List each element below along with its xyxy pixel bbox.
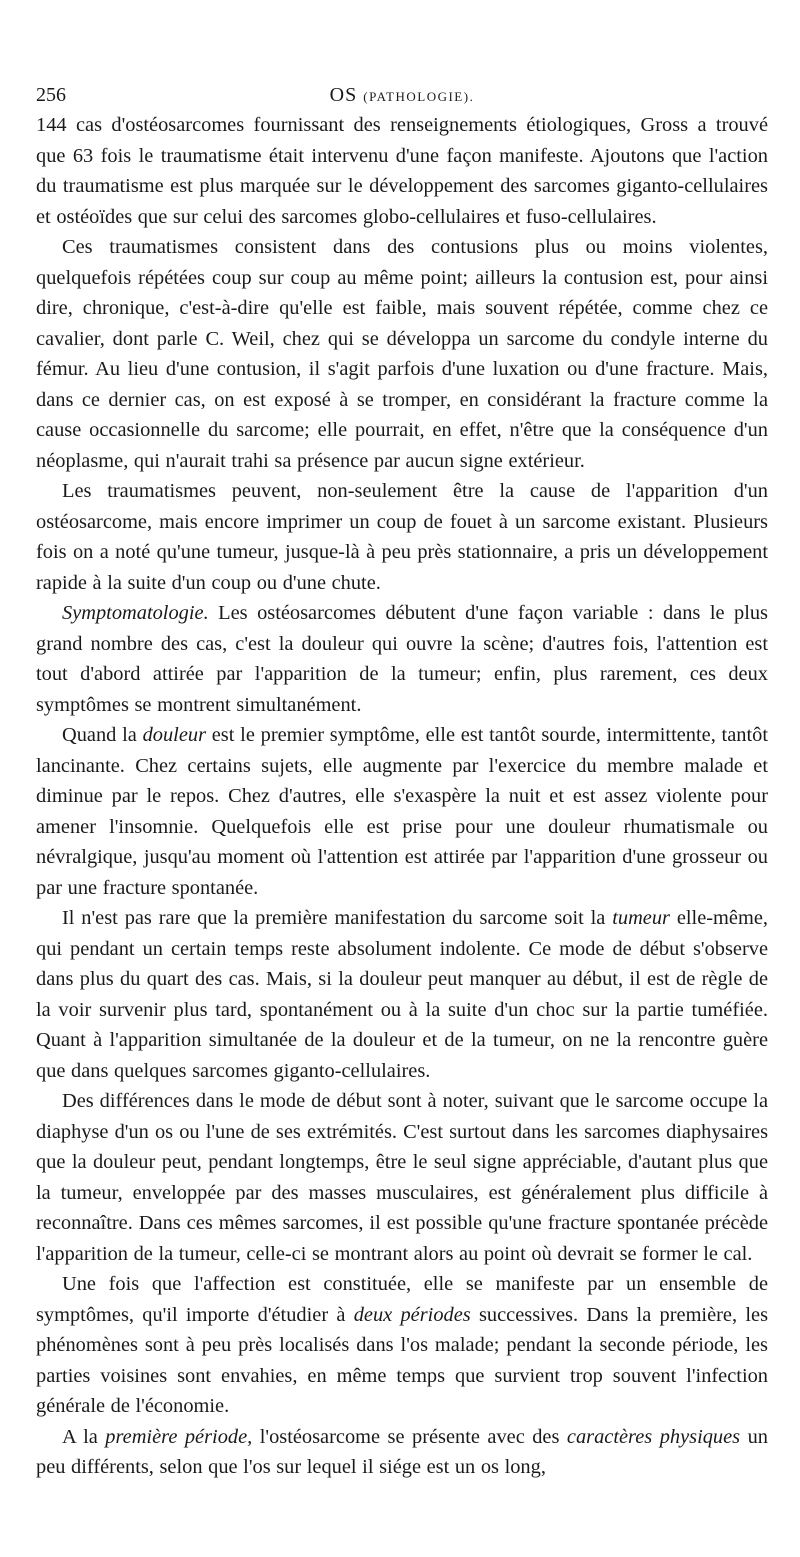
paragraph-text: l'ostéosarcome se présente avec des <box>252 1425 567 1448</box>
paragraph-text: Les traumatismes peuvent, non-seulement être la cause de l'apparition d'un ostéosarcome, mais encore imprimer un coup de fouet à un sarcome existant. Plusieurs fois on a noté qu'une tumeur, jusque-là à peu près stationnaire, a pris un développement rapide à la suite d'un coup ou d'une chute. <box>36 480 768 594</box>
paragraph-text: un peu différents, selon que l'os sur lequel il siége est un os long, <box>36 1425 768 1478</box>
paragraph <box>36 1086 768 1269</box>
running-title <box>36 80 768 112</box>
paragraph-text: successives. Dans la première, les phénomènes sont à peu près localisés dans l'os malade; pendant la seconde période, les parties voisines sont envahies, en même temps que survient trop souvent l'infection générale de l'économie. <box>36 1303 769 1417</box>
italic-text: deux périodes <box>353 1303 471 1326</box>
paragraph-text: Des différences dans le mode de début sont à noter, suivant que le sarcome occupe la diaphyse d'un os ou l'une de ses extrémités. C'est surtout dans les sarcomes diaphysaires que la douleur peut, pendant longtemps, être le seul signe appréciable, d'autant plus que la tumeur, enveloppée par des masses musculaires, est généralement plus difficile à reconnaître. Dans ces mêmes sarcomes, il est possible qu'une fracture spontanée précède l'apparition de la tumeur, celle-ci se montrant alors au point où devrait se former le cal. <box>36 1090 768 1265</box>
paragraph-text: Quand la <box>62 724 143 746</box>
paragraph-text: Les ostéosarcomes débutent d'une façon variable : dans le plus grand nombre des cas, c'est la douleur qui ouvre la scène; d'autres fois, l'attention est tout d'abord attirée par l'apparition de la tumeur; enfin, plus rarement, ces deux symptômes se montrent simultanément. <box>36 602 768 716</box>
paragraph-text: 144 cas d'ostéosarcomes fournissant des renseignements étiologiques, Gross a trouvé que 63 fois le traumatisme était intervenu d'une façon manifeste. Ajoutons que l'action du traumatisme est plus marquée sur le développement des sarcomes giganto-cellulaires et ostéoïdes que sur celui des sarcomes globo-cellulaires et fuso-cellulaires. <box>36 114 768 228</box>
paragraph-text: A la <box>62 1425 106 1448</box>
italic-text: Symptomatologie. <box>62 602 209 624</box>
italic-text: première période, <box>105 1425 253 1448</box>
paragraph-text: Ces traumatismes consistent dans des contusions plus ou moins violentes, quelquefois répétées coup sur coup au même point; ailleurs la contusion est, pour ainsi dire, chronique, c'est-à-dire qu'elle est faible, mais souvent répétée, comme chez ce cavalier, dont parle C. Weil, chez qui se développa un sarcome du condyle interne du fémur. Au lieu d'une contusion, il s'agit parfois d'une luxation ou d'une fracture. Mais, dans ce dernier cas, on est exposé à se tromper, en considérant la fracture comme la cause occasionnelle du sarcome; elle pourrait, en effet, n'être que la conséquence d'un néoplasme, qui n'aurait trahi sa présence par aucun signe extérieur. <box>36 236 768 472</box>
paragraph <box>36 903 768 1086</box>
paragraph <box>36 1422 768 1483</box>
paragraph <box>36 232 768 476</box>
running-head <box>36 80 768 110</box>
running-title-main: OS <box>329 84 358 106</box>
paragraph <box>36 476 768 598</box>
page-number: 256 <box>36 84 66 106</box>
paragraph-text: est le premier symptôme, elle est tantôt sourde, intermittente, tantôt lancinante. Chez certains sujets, elle augmente par l'exercice du membre malade et diminue par le repos. Chez d'autres, elle s'exaspère la nuit et est assez violente pour amener l'insomnie. Quelquefois elle est prise pour une douleur rhumatismale ou névralgique, jusqu'au moment où l'attention est attirée par l'apparition d'une grosseur ou par une fracture spontanée. <box>36 724 768 899</box>
paragraph <box>36 110 768 232</box>
italic-text: caractères physiques <box>566 1425 741 1448</box>
paragraph <box>36 1269 768 1422</box>
paragraph <box>36 720 768 903</box>
paragraph-text: Une fois que l'affection est constituée, elle se manifeste par un ensemble de symptômes, qu'il importe d'étudier à <box>36 1273 768 1326</box>
italic-text: douleur <box>142 724 207 746</box>
paragraph <box>36 598 768 720</box>
paragraph-text: elle-même, qui pendant un certain temps reste absolument indolente. Ce mode de début s'observe dans plus du quart des cas. Mais, si la douleur peut manquer au début, il est de règle de la voir survenir plus tard, spontanément ou à la suite d'un choc sur la partie tuméfiée. Quant à l'apparition simultanée de la douleur et de la tumeur, on ne la rencontre guère que dans quelques sarcomes giganto-cellulaires. <box>36 907 768 1082</box>
italic-text: tumeur <box>612 907 670 929</box>
body-text <box>36 110 768 1483</box>
book-page <box>36 80 768 1483</box>
paragraph-text: Il n'est pas rare que la première manifestation du sarcome soit la <box>62 907 613 929</box>
running-title-sub: (PATHOLOGIE). <box>363 89 475 104</box>
